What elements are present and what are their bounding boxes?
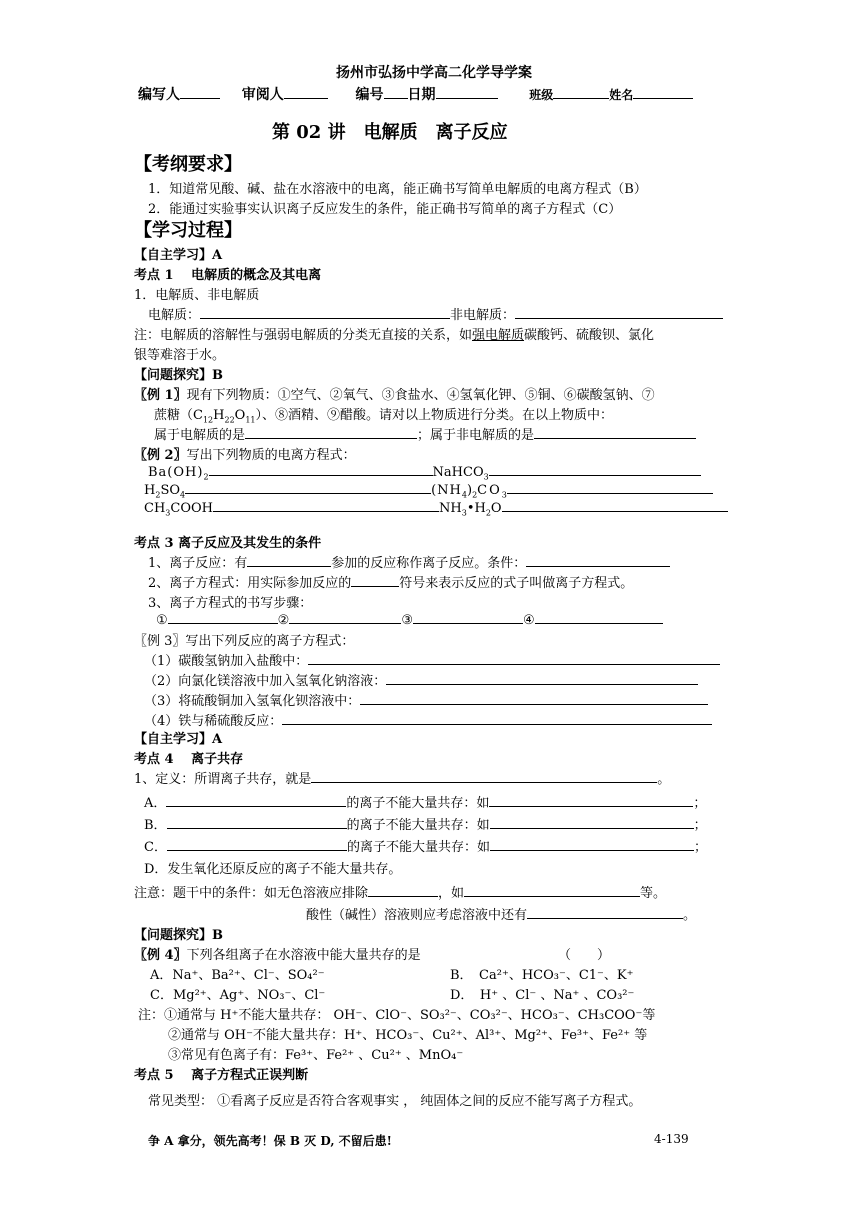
t: 4 [461,490,467,500]
header-fields [138,84,693,104]
t: O [490,501,502,516]
example4-question [134,944,421,963]
t: 1、定义：所谓离子共存，就是 [134,772,312,787]
t: A． [144,796,167,811]
date-blank [436,85,498,99]
school-title: 扬州市弘扬中学高二化学导学案 [336,65,532,81]
editor-label: 编写人 [138,87,180,103]
example1-question [154,424,696,443]
point1-note-cont: 银等难溶于水。 [134,348,226,363]
t: （2）向氯化镁溶液中加入氢氧化钠溶液： [144,674,387,689]
t: ； [693,840,707,855]
t: 的离子不能大量共存：如 [346,796,490,811]
answer-blank [490,815,694,829]
t: 3 [501,490,507,500]
answer-blank [213,498,439,512]
self-study-heading-2: 【自主学习】A [134,732,223,747]
answer-blank [289,610,401,624]
point4-def [134,768,670,787]
answer-blank [527,905,683,919]
t: 。 [657,772,671,787]
syllabus-heading: 【考纲要求】 [134,154,242,175]
example1-line1 [134,384,655,403]
answer-blank [308,651,720,665]
nonelectrolyte-q: ；属于非电解质的是 [417,428,535,443]
t: ）、⑧酒精、⑨醋酸。请对以上物质进行分类。在以上物质中： [255,408,614,423]
t: COOH [170,501,213,516]
answer-blank [386,671,698,685]
point4-b [144,814,707,833]
example3-label: 〖例 3〗写出下列反应的离子方程式： [134,634,355,649]
name-label: 姓名 [609,88,634,102]
point4-note2 [306,904,696,923]
point4-note1 [134,882,666,901]
answer-blank [245,425,417,439]
point3-line1 [148,552,670,571]
t: 2 [472,490,478,500]
answer-blank [185,480,431,494]
answer-blank [311,769,657,783]
t: 酸性（碱性）溶液则应考虑溶液中还有 [306,908,528,923]
answer-blank [534,425,696,439]
t: 蔗糖（C [154,408,203,423]
class-label: 班级 [529,88,554,102]
self-study-heading: 【自主学习】A [134,248,223,263]
answer-blank [507,480,713,494]
answer-blank [167,837,347,851]
t: ③ [401,613,413,628]
point3-line2 [148,572,633,591]
reviewer-label: 审阅人 [241,87,284,103]
t: 等。 [640,886,667,901]
example1-label: 〖例 1〗 [134,388,187,403]
formula-row-1 [148,462,701,480]
point1-title: 考点 1 电解质的概念及其电离 [134,268,322,283]
point1-note [134,324,654,343]
answer-blank [489,793,693,807]
footer-slogan: 争 A 拿分，领先高考！保 B 灭 D, 不留后患! [148,1134,392,1148]
point5-title: 考点 5 离子方程式正误判断 [134,1068,309,1083]
point4-a [144,792,706,811]
example2-label: 〖例 2〗 [134,448,187,463]
answer-blank [209,462,433,476]
t: Ba(OH) [148,465,204,480]
t: H [144,483,156,498]
t: CO [477,483,502,498]
point3-title: 考点 3 离子反应及其发生的条件 [134,536,322,551]
point1-sub1: 1．电解质、非电解质 [134,288,260,303]
point4-c [144,836,707,855]
note-underlined: 强电解质 [472,328,525,343]
t: H [213,408,225,423]
nonelectrolyte-label: 非电解质： [450,308,516,323]
t: 下列各组离子在水溶液中能大量共存的是 [186,948,421,963]
class-blank [553,85,609,99]
example2-line [134,444,356,463]
answer-blank [535,610,663,624]
note-text-2: 碳酸钙、硫酸钡、氯化 [524,328,655,343]
electrolyte-label: 电解质： [148,308,201,323]
example4-note1: 注：①通常与 H⁺不能大量共存： OH⁻、ClO⁻、SO₃²⁻、CO₃²⁻、HCO₃⁻、CH₃COO⁻等 [138,1008,656,1023]
example2-text: 写出下列物质的电离方程式： [186,448,356,463]
t: ① [156,613,168,628]
point5-text: 常见类型： ①看离子反应是否符合客观事实 ， 纯固体之间的反应不能写离子方程式。 [148,1094,642,1109]
note-text: 注：电解质的溶解性与强弱电解质的分类无直接的关系，如 [134,328,473,343]
t: （3）将硫酸铜加入氢氧化钡溶液中： [144,694,361,709]
answer-blank [413,610,523,624]
example3-q2 [144,670,698,689]
example3-q1 [144,650,720,669]
t: 12 [202,415,214,425]
example4-note3: ③常见有色离子有：Fe³⁺、Fe²⁺ 、Cu²⁺ 、MnO₄⁻ [168,1048,464,1063]
lesson-title: 第 02 讲 电解质 离子反应 [272,122,508,143]
t: (NH [431,483,462,498]
t: 2 [203,472,209,482]
t: 2 [155,490,161,500]
t: B． [144,818,167,833]
point3-steps [156,610,663,628]
t: （4）铁与稀硫酸反应： [144,714,283,729]
answer-blank [464,883,640,897]
t: ) [467,483,473,498]
answer-blank [368,883,438,897]
syllabus-item-2: 2．能通过实验事实认识离子反应发生的条件，能正确书写简单的离子方程式（C） [148,202,622,217]
t: SO [160,483,181,498]
process-heading: 【学习过程】 [134,220,242,241]
name-blank [633,85,693,99]
answer-blank [167,815,347,829]
option-c: C．Mg²⁺、Ag⁺、NO₃⁻、Cl⁻ [150,988,326,1003]
answer-blank [282,711,712,725]
date-label: 日期 [407,87,436,103]
answer-blank [489,462,701,476]
option-d: D． H⁺ 、Cl⁻ 、Na⁺ 、CO₃²⁻ [450,988,635,1003]
t: NH [439,501,462,516]
t: 11 [245,415,256,425]
t: 参加的反应称作离子反应。条件： [331,556,527,571]
t: 符号来表示反应的式子叫做离子方程式。 [399,576,634,591]
point4-title: 考点 4 离子共存 [134,752,244,767]
number-blank [384,85,408,99]
answer-blank [166,793,346,807]
t: ② [277,613,290,628]
electrolyte-line [148,304,723,323]
answer-blank [360,691,708,705]
answer-blank [351,573,399,587]
t: •H [466,501,486,516]
option-a: A．Na⁺、Ba²⁺、Cl⁻、SO₄²⁻ [150,968,325,983]
example3-q4 [144,710,712,729]
t: 22 [224,415,235,425]
t: 3 [483,472,489,482]
answer-blank [526,553,670,567]
example3-q3 [144,690,708,709]
answer-blank [168,610,278,624]
nonelectrolyte-blank [515,305,723,319]
t: NaHCO [432,465,484,480]
t: （1）碳酸氢钠加入盐酸中： [144,654,309,669]
inquiry-heading-2: 【问题探究】B [134,928,223,943]
example1-line2 [154,404,613,423]
inquiry-heading: 【问题探究】B [134,368,223,383]
answer-blank [502,498,728,512]
answer-blank [247,553,331,567]
electrolyte-q: 属于电解质的是 [154,428,246,443]
t: 的离子不能大量共存：如 [346,840,490,855]
point4-d: D．发生氧化还原反应的离子不能大量共存。 [144,862,402,877]
t: CH [144,501,166,516]
t: 3 [461,508,467,518]
syllabus-item-1: 1．知道常见酸、碱、盐在水溶液中的电离，能正确书写简单电解质的电离方程式（B） [148,182,647,197]
formula-row-3 [144,498,728,516]
t: ，如 [438,886,465,901]
editor-blank [180,85,220,99]
t: 2、离子方程式：用实际参加反应的 [148,576,352,591]
example4-label: 〖例 4〗 [134,948,187,963]
t: 3 [165,508,171,518]
t: ； [693,796,707,811]
t: 1、离子反应：有 [148,556,248,571]
answer-paren: （ ） [558,948,611,963]
example1-text: 现有下列物质：①空气、②氧气、③食盐水、④氢氧化钾、⑤铜、⑥碳酸氢钠、⑦ [186,388,655,403]
t: C． [144,840,167,855]
t: 4 [180,490,186,500]
number-label: 编号 [355,87,384,103]
reviewer-blank [284,85,328,99]
answer-blank [490,837,694,851]
option-b: B． Ca²⁺、HCO₃⁻、C1⁻、K⁺ [450,968,634,983]
t: 2 [485,508,491,518]
t: O [234,408,246,423]
t: 的离子不能大量共存：如 [346,818,490,833]
t: ； [693,818,707,833]
point3-line3: 3、离子方程式的书写步骤： [148,596,313,611]
t: ④ [522,613,535,628]
t: 。 [683,908,697,923]
example4-note2: ②通常与 OH⁻不能大量共存：H⁺、HCO₃⁻、Cu²⁺、Al³⁺、Mg²⁺、Fe³⁺、Fe²⁺ 等 [168,1028,648,1043]
t: 注意：题干中的条件：如无色溶液应排除 [134,886,369,901]
electrolyte-blank [200,305,450,319]
formula-row-2 [144,480,713,498]
page-number: 4-139 [654,1132,689,1146]
